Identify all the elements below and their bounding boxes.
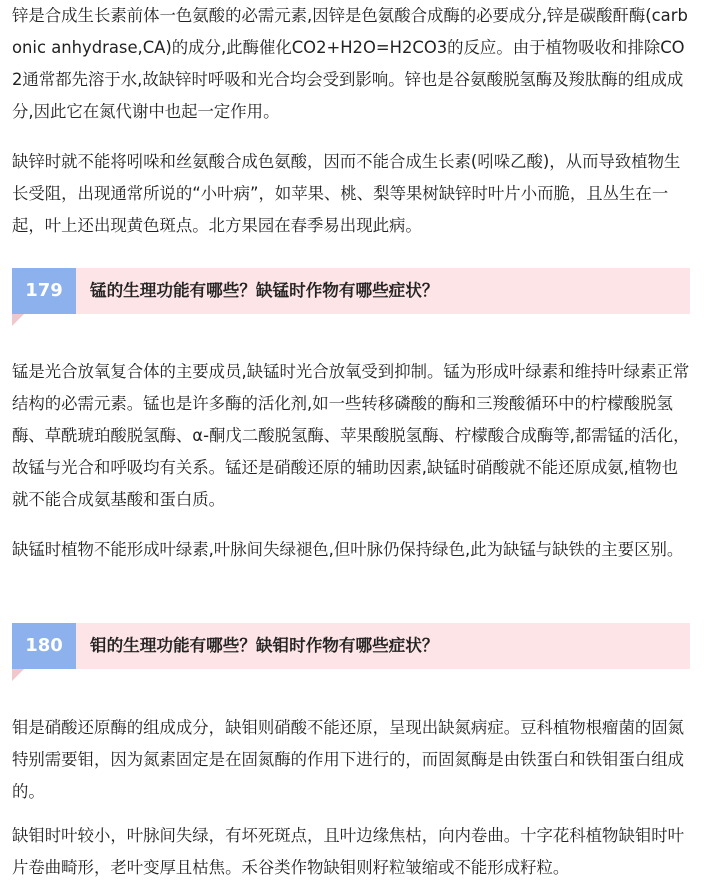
zinc-function-paragraph: 锌是合成生长素前体一色氨酸的必需元素,因锌是色氨酸合成酶的必要成分,锌是碳酸酐酶(carbonic anhydrase,CA)的成分,此酶催化CO2+H2O=H2CO3的反应。由于植物吸收和排除CO2通常都先溶于水,故缺锌时呼吸和光合均会受到影响。锌也是谷氨酸脱氢酶及羧肽酶的组成成分,因此它在氮代谢中也起一定作用。: [12, 6, 688, 121]
molybdenum-deficiency-paragraph: 缺钼时叶较小，叶脉间失绿，有坏死斑点，且叶边缘焦枯，向内卷曲。十字花科植物缺钼时叶片卷曲畸形，老叶变厚且枯焦。禾谷类作物缺钼则籽粒皱缩或不能形成籽粒。: [12, 826, 685, 877]
question-header-180: [12, 623, 690, 669]
badge-fold-decoration: [12, 314, 24, 326]
manganese-deficiency-paragraph: 缺锰时植物不能形成叶绿素,叶脉间失绿褪色,但叶脉仍保持绿色,此为缺锰与缺铁的主要区别。: [12, 540, 684, 559]
question-number-badge: 179: [12, 268, 76, 314]
question-number-badge: 180: [12, 623, 76, 669]
manganese-function-paragraph: 锰是光合放氧复合体的主要成员,缺锰时光合放氧受到抑制。锰为形成叶绿素和维持叶绿素正常结构的必需元素。锰也是许多酶的活化剂,如一些转移磷酸的酶和三羧酸循环中的柠檬酸脱氢酶、草酰琥珀酸脱氢酶、α-酮戊二酸脱氢酶、苹果酸脱氢酶、柠檬酸合成酶等,都需锰的活化，故锰与光合和呼吸均有关系。锰还是硝酸还原的辅助因素,缺锰时硝酸就不能还原成氨,植物也就不能合成氨基酸和蛋白质。: [12, 362, 690, 509]
zinc-deficiency-paragraph: 缺锌时就不能将吲哚和丝氨酸合成色氨酸，因而不能合成生长素(吲哚乙酸)，从而导致植物生长受阻，出现通常所说的“小叶病”，如苹果、桃、梨等果树缺锌时叶片小而脆，且丛生在一起，叶上还出现黄色斑点。北方果园在春季易出现此病。: [12, 152, 681, 235]
molybdenum-function-paragraph: 钼是硝酸还原酶的组成成分，缺钼则硝酸不能还原，呈现出缺氮病症。豆科植物根瘤菌的固氮特别需要钼，因为氮素固定是在固氮酶的作用下进行的，而固氮酶是由铁蛋白和铁钼蛋白组成的。: [12, 718, 685, 801]
question-title: 钼的生理功能有哪些？缺钼时作物有哪些症状？: [90, 636, 439, 655]
badge-fold-decoration: [12, 669, 24, 681]
question-header-179: [12, 268, 690, 314]
question-title: 锰的生理功能有哪些？缺锰时作物有哪些症状？: [90, 281, 439, 300]
